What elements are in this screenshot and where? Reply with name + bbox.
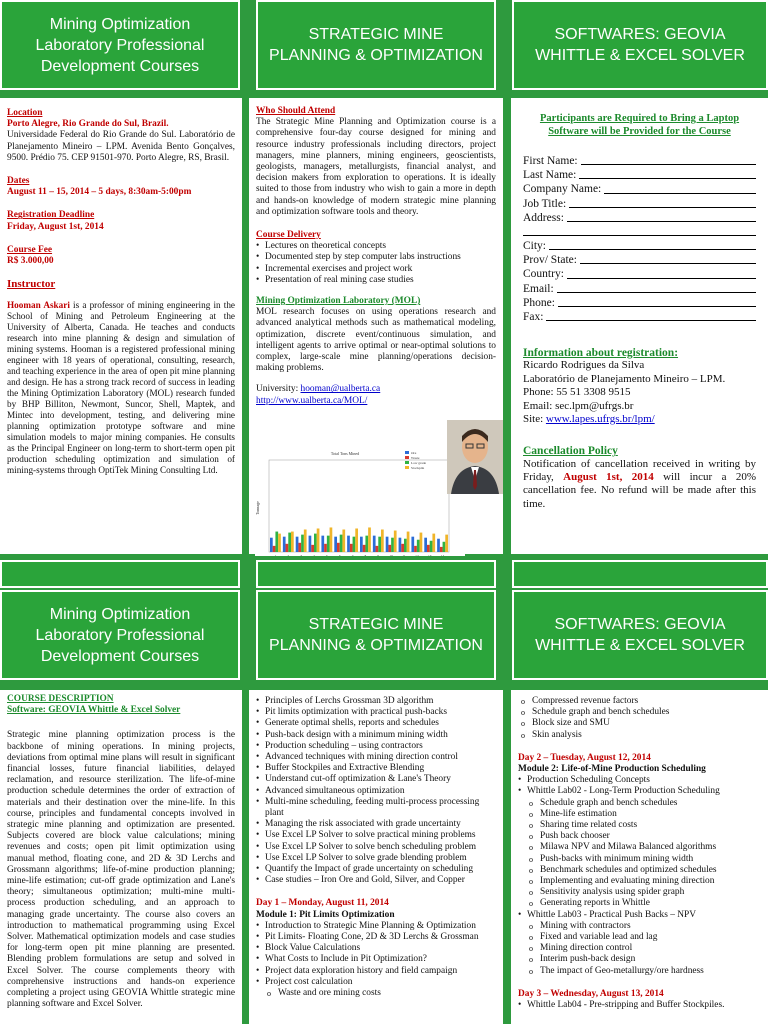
- topic-item: • Advanced simultaneous optimization: [256, 786, 496, 797]
- fee-label: Course Fee: [7, 244, 53, 255]
- topic-item: • Use Excel LP Solver to solve grade blending problem: [256, 853, 496, 864]
- schedule-subitem: o Block size and SMU: [511, 718, 761, 729]
- top-sublist: [511, 696, 761, 741]
- chart-bar: [350, 544, 353, 552]
- chart-title: Total Tons Mined: [330, 451, 360, 456]
- form-line[interactable]: [558, 296, 756, 307]
- chart-bar: [424, 538, 427, 552]
- university-url-link[interactable]: http://www.ualberta.ca/MOL/: [256, 395, 368, 406]
- deadline-label: Registration Deadline: [7, 210, 95, 221]
- separator-tab-1: [0, 560, 240, 588]
- schedule-subitem: o Skin analysis: [511, 730, 761, 741]
- form-line[interactable]: [569, 197, 756, 208]
- module2-item: • Whittle Lab02 - Long-Term Production Scheduling: [518, 786, 761, 797]
- chart-bar: [386, 537, 389, 552]
- registration-form: [523, 154, 756, 324]
- lab03-item: o The impact of Geo-metallurgy/ore hardness: [518, 966, 761, 977]
- schedule-subitem: o Compressed revenue factors: [511, 696, 761, 707]
- header-course-panel-6: SOFTWARES: GEOVIA WHITTLE & EXCEL SOLVER: [512, 590, 768, 680]
- chart-bar: [407, 532, 410, 552]
- chart-bar: [404, 539, 407, 552]
- topics-list: [256, 696, 496, 886]
- lab03-item: o Mining with contractors: [518, 921, 761, 932]
- module1-list: [256, 921, 496, 988]
- registration-info-label: Information about registration:: [523, 347, 679, 360]
- lab03-item: o Fixed and variable lead and lag: [518, 932, 761, 943]
- form-row-country[interactable]: Country:: [523, 267, 756, 281]
- header-course-panel-3: SOFTWARES: GEOVIA WHITTLE & EXCEL SOLVER: [512, 0, 768, 90]
- mol-text: MOL research focuses on using operations research and advanced analytical methods such as mathematical modeling, optimization, discrete event/continuous simulation, and intelligent agents to arrive optimal or near-optimal solutions to complex, large-scale mine planning/operations decision-making problems.: [256, 307, 496, 374]
- chart-bar: [401, 544, 404, 552]
- contact-name: Ricardo Rodrigues da Silva: [523, 359, 645, 372]
- form-line[interactable]: [567, 211, 756, 222]
- chart-bar: [365, 536, 368, 552]
- chart-bar: [309, 536, 312, 552]
- delivery-item: • Lectures on theoretical concepts: [256, 241, 496, 252]
- module1-sublist: [256, 988, 496, 999]
- chart-bar: [368, 527, 371, 552]
- chart-bar: [337, 543, 340, 552]
- topic-item: • Case studies – Iron Ore and Gold, Silver, and Copper: [256, 875, 496, 886]
- lab02-sublist: [518, 798, 761, 910]
- chart-bar: [327, 536, 330, 552]
- form-line[interactable]: [580, 253, 756, 264]
- form-line[interactable]: [604, 182, 756, 193]
- chart-legend-label: Low grade: [411, 461, 427, 465]
- chart-bar: [432, 534, 435, 552]
- chart-bar: [388, 545, 391, 552]
- module1-label: Module 1: Pit Limits Optimization: [256, 909, 395, 920]
- who-label: Who Should Attend: [256, 106, 336, 116]
- chart-bar: [340, 535, 343, 552]
- registration-contact: [523, 359, 756, 426]
- form-line[interactable]: [549, 239, 756, 250]
- form-line[interactable]: [579, 168, 756, 179]
- portrait-image: [447, 420, 503, 494]
- chart-bar: [411, 537, 414, 552]
- delivery-list: [256, 241, 496, 286]
- form-row-email[interactable]: Email:: [523, 282, 756, 296]
- topic-item: • Generate optimal shells, reports and schedules: [256, 718, 496, 729]
- instructor-label: Instructor: [7, 278, 56, 291]
- chart-bar: [304, 530, 307, 552]
- site-link[interactable]: www.lapes.ufrgs.br/lpm/: [545, 413, 655, 426]
- chart-bar: [273, 546, 276, 552]
- module1-item: • What Costs to Include in Pit Optimization?: [256, 954, 496, 965]
- location-label: Location: [7, 108, 43, 118]
- panel-course-topics: [249, 690, 503, 1024]
- chart-bar: [347, 536, 350, 552]
- chart-bar: [286, 544, 289, 552]
- topic-item: • Push-back design with a minimum mining width: [256, 730, 496, 741]
- lab03-sublist: [518, 921, 761, 977]
- module1-item: • Block Value Calculations: [256, 943, 496, 954]
- day3-item: • Whittle Lab04 - Pre-stripping and Buffer Stockpiles.: [518, 1000, 761, 1011]
- separator-tab-3: [512, 560, 768, 588]
- instructor-name: Hooman Askari: [7, 300, 70, 311]
- chart-bar: [437, 539, 440, 552]
- day2-label: Day 2 – Tuesday, August 12, 2014: [518, 752, 651, 763]
- location-city: Porto Alegre, Rio Grande do Sul, Brazil.: [7, 119, 169, 130]
- university-email-link[interactable]: hooman@ualberta.ca: [300, 384, 381, 395]
- chart-bar: [330, 527, 333, 552]
- form-row-first-name[interactable]: First Name:: [523, 154, 756, 168]
- fee-value: R$ 3.000,00: [7, 256, 54, 267]
- chart-bar: [298, 543, 301, 552]
- course-software-label: Software: GEOVIA Whittle & Excel Solver: [7, 705, 181, 716]
- mol-label: Mining Optimization Laboratory (MOL): [256, 296, 421, 307]
- chart-bar: [353, 537, 356, 552]
- dates-label: Dates: [7, 176, 30, 187]
- chart-legend-swatch: [405, 456, 409, 459]
- topic-item: • Multi-mine scheduling, feeding multi-process processing plant: [256, 797, 496, 819]
- day3-label: Day 3 – Wednesday, August 13, 2014: [518, 988, 664, 999]
- course-description-text: Strategic mine planning optimization process is the backbone of mining operations. In mining projects, deviations from optimal mine plans will result in significant financial losses, future financial liabilities, delayed reclamation, and resource sterilization. The life-of-mine production schedule determines the order of extraction of materials and their destination over the mine-life. In this course, principles and fundamental concepts involved in strategic mine planning and optimization are presented. Subjects covered are block value calculations; mining revenues and costs; open pit limit optimization using manual method, floating cone, and 2D & 3D Lerchs and Grossmann algorithms; life-of-mine production planning; mine-life estimation; cut-off grade optimization and Lane's theory; simultaneous optimization; multi-mine multi-process production scheduling, and an approach to managing grade uncertainty. The course also covers an introduction to mathematical programming using Excel Solver. Mathematical optimization models and case studies for long-term open pit mine planning are presented. Blending problem formulations are setup and solved in Excel Solver. The course complements theory with comprehensive instructions and hands-on experience completing a project using GEOVIA Whittle strategic mine planning software and Excel Solver.: [7, 730, 235, 1010]
- lab02-item: o Push back chooser: [518, 831, 761, 842]
- chart-legend-swatch: [405, 466, 409, 469]
- contact-phone: Phone: 55 51 3308 9515: [523, 386, 631, 399]
- contact-site: Site: www.lapes.ufrgs.br/lpm/: [523, 413, 655, 426]
- topic-item: • Quantify the Impact of grade uncertainty on scheduling: [256, 864, 496, 875]
- chart-bar: [420, 533, 423, 552]
- chart-legend-swatch: [405, 461, 409, 464]
- cancellation-label: Cancellation Policy: [523, 445, 618, 458]
- module2-item: • Whittle Lab03 - Practical Push Backs – NPV: [518, 910, 761, 921]
- chart-bar: [360, 537, 363, 552]
- panel-location-instructor: [0, 98, 242, 554]
- chart-legend-swatch: [405, 451, 409, 454]
- lab03-item: o Mining direction control: [518, 943, 761, 954]
- chart-bar: [278, 534, 281, 552]
- schedule-subitem: o Schedule graph and bench schedules: [511, 707, 761, 718]
- topic-item: • Managing the risk associated with grade uncertainty: [256, 819, 496, 830]
- dates-value: August 11 – 15, 2014 – 5 days, 8:30am-5:00pm: [7, 187, 192, 198]
- chart-bar: [314, 534, 317, 552]
- chart-bar: [378, 537, 381, 552]
- lab02-item: o Implementing and evaluating mining direction: [518, 876, 761, 887]
- header-course-panel-1: Mining Optimization Laboratory Professional Development Courses: [0, 0, 240, 90]
- chart-bar: [373, 536, 376, 552]
- chart-bar: [443, 542, 446, 552]
- day1-label: Day 1 – Monday, August 11, 2014: [256, 898, 389, 909]
- delivery-item: • Incremental exercises and project work: [256, 264, 496, 275]
- module2-list-2: [518, 910, 761, 921]
- module1-item: • Introduction to Strategic Mine Planning & Optimization: [256, 921, 496, 932]
- chart-bar: [417, 540, 420, 552]
- form-row-address-2[interactable]: [523, 225, 756, 239]
- chart-bar: [324, 544, 327, 552]
- lab02-item: o Milawa NPV and Milawa Balanced algorithms: [518, 842, 761, 853]
- lab02-item: o Schedule graph and bench schedules: [518, 798, 761, 809]
- lab03-item: o Interim push-back design: [518, 954, 761, 965]
- chart-bar: [391, 538, 394, 552]
- chart-bar: [288, 533, 291, 552]
- separator-tab-2: [256, 560, 496, 588]
- chart-bar: [296, 537, 299, 552]
- cancellation-text: Notification of cancellation received in writing by Friday, August 1st, 2014 will incur a 20% cancellation fee. No refund will be made after this time.: [523, 457, 756, 510]
- topic-item: • Pit limits optimization with practical push-backs: [256, 707, 496, 718]
- chart-y-label: Tonnage: [255, 501, 260, 515]
- day3-list: [518, 1000, 761, 1011]
- form-line[interactable]: [567, 267, 756, 278]
- panel-course-description: [0, 690, 242, 1024]
- chart-bar: [363, 545, 366, 552]
- chart-legend-label: Stockpile: [411, 466, 425, 470]
- location-address: Universidade Federal do Rio Grande do Sul. Laboratório de Planejamento Mineiro – LPM. Avenida Bento Gonçalves, 9500. Prédio 75. CEP 91501-970. Porto Alegre, RS, Brasil.: [7, 130, 235, 163]
- form-line[interactable]: [546, 310, 756, 321]
- deadline-value: Friday, August 1st, 2014: [7, 221, 104, 232]
- instructor-bio: Hooman Askari is a professor of mining engineering in the School of Mining and Petroleum Engineering at the University of Alberta, Canada. He teaches and conducts research into mine planning & design and simulation of mining systems. Hooman is a registered professional mining engineer with 18 years of operational, consulting, research, and teaching experience in the area of open pit mine planning and design. He has a strong track record of success in leading the Mining Optimization Laboratory (MOL) research funded by BHP Billiton, Newmont, Suncor, Shell, Maptek, and Mintec into development, testing, and delivering mine planning optimization prototype software and mine simulation models to major mining companies. He consults as the Principal Engineer on long-term to short-term open pit production scheduling optimization and simulation of mining-systems through OptiTek Mining Consulting Ltd.: [7, 300, 235, 476]
- chart-bar: [321, 536, 324, 552]
- module2-label: Module 2: Life-of-Mine Production Scheduling: [518, 764, 706, 775]
- chart-bar: [430, 541, 433, 552]
- lab02-item: o Benchmark schedules and optimized schedules: [518, 865, 761, 876]
- form-line[interactable]: [557, 282, 756, 293]
- mining-schedule-chart: [255, 448, 465, 563]
- chart-bar: [301, 535, 304, 552]
- topic-item: • Production scheduling – using contractors: [256, 741, 496, 752]
- chart-bar: [355, 528, 358, 552]
- chart-bar: [399, 538, 402, 552]
- header-course-panel-5: STRATEGIC MINE PLANNING & OPTIMIZATION: [256, 590, 496, 680]
- chart-bar: [394, 531, 397, 552]
- chart-bar: [381, 530, 384, 552]
- form-row-prov-state[interactable]: Prov/ State:: [523, 253, 756, 267]
- panel-registration-form: [511, 98, 768, 554]
- form-row-city[interactable]: City:: [523, 239, 756, 253]
- chart-bar: [342, 530, 345, 552]
- form-line[interactable]: [523, 225, 756, 236]
- header-course-panel-2: STRATEGIC MINE PLANNING & OPTIMIZATION: [256, 0, 496, 90]
- module1-item: • Pit Limits- Floating Cone, 2D & 3D Lerchs & Grossman: [256, 932, 496, 943]
- module2-list: [518, 775, 761, 797]
- topic-item: • Buffer Stockpiles and Extractive Blending: [256, 763, 496, 774]
- topic-item: • Use Excel LP Solver to solve bench scheduling problem: [256, 842, 496, 853]
- chart-bar: [440, 547, 443, 552]
- topic-item: • Advanced techniques with mining direction control: [256, 752, 496, 763]
- topic-item: • Use Excel LP Solver to solve practical mining problems: [256, 830, 496, 841]
- form-row-job-title[interactable]: Job Title:: [523, 197, 756, 211]
- chart-bar: [275, 532, 278, 552]
- course-description-label: COURSE DESCRIPTION: [7, 694, 114, 704]
- module1-item: • Project data exploration history and field campaign: [256, 966, 496, 977]
- lab02-item: o Generating reports in Whittle: [518, 898, 761, 909]
- chart-bar: [427, 545, 430, 552]
- instructor-photo: [447, 420, 503, 494]
- delivery-label: Course Delivery: [256, 230, 321, 241]
- chart-bar: [334, 537, 337, 552]
- lab02-item: o Sharing time related costs: [518, 820, 761, 831]
- chart-bar: [376, 546, 379, 552]
- panel-daily-schedule: [511, 690, 768, 1024]
- delivery-item: • Presentation of real mining case studies: [256, 275, 496, 286]
- form-row-last-name[interactable]: Last Name:: [523, 168, 756, 182]
- form-row-address[interactable]: Address:: [523, 211, 756, 225]
- form-row-fax[interactable]: Fax:: [523, 310, 756, 324]
- chart-bar: [270, 538, 273, 552]
- header-course-panel-4: Mining Optimization Laboratory Professional Development Courses: [0, 590, 240, 680]
- chart-bar: [414, 546, 417, 552]
- chart-legend-label: Waste: [411, 456, 420, 460]
- topic-item: • Principles of Lerchs Grossman 3D algorithm: [256, 696, 496, 707]
- form-line[interactable]: [581, 154, 756, 165]
- module2-item: • Production Scheduling Concepts: [518, 775, 761, 786]
- chart-bar: [291, 532, 294, 552]
- chart-bar: [311, 545, 314, 552]
- lab02-item: o Mine-life estimation: [518, 809, 761, 820]
- chart-bar: [317, 528, 320, 552]
- lab02-item: o Push-backs with minimum mining width: [518, 854, 761, 865]
- contact-lab: Laboratório de Planejamento Mineiro – LPM.: [523, 372, 726, 385]
- lab02-item: o Sensitivity analysis using spider graph: [518, 887, 761, 898]
- module1-subitem: o Waste and ore mining costs: [256, 988, 496, 999]
- form-row-company[interactable]: Company Name:: [523, 182, 756, 196]
- chart-bar: [445, 535, 448, 552]
- who-text: The Strategic Mine Planning and Optimization course is a comprehensive four-day course designed for mining and resource industry professionals including directors, project managers, mine planners, mining engineers, geoscientists, geologists, managers, metallurgists, financial analyst, and decision makers from exploration to operations. It is ideally suited to those from industry who wish to gain a more in depth and hands-on knowledge of modern strategic mine planning and optimization software tools and theory.: [256, 117, 496, 217]
- module1-item: • Project cost calculation: [256, 977, 496, 988]
- chart-legend-label: Ore: [411, 451, 417, 455]
- topic-item: • Understand cut-off optimization & Lane's Theory: [256, 774, 496, 785]
- contact-email: Email: sec.lpm@ufrgs.br: [523, 399, 634, 412]
- university-line: University: hooman@ualberta.ca: [256, 384, 381, 395]
- chart-bar: [283, 537, 286, 552]
- form-row-phone[interactable]: Phone:: [523, 296, 756, 310]
- delivery-item: • Documented step by step computer labs instructions: [256, 252, 496, 263]
- laptop-notice: Participants are Required to Bring a Laptop Software will be Provided for the Course: [539, 113, 740, 137]
